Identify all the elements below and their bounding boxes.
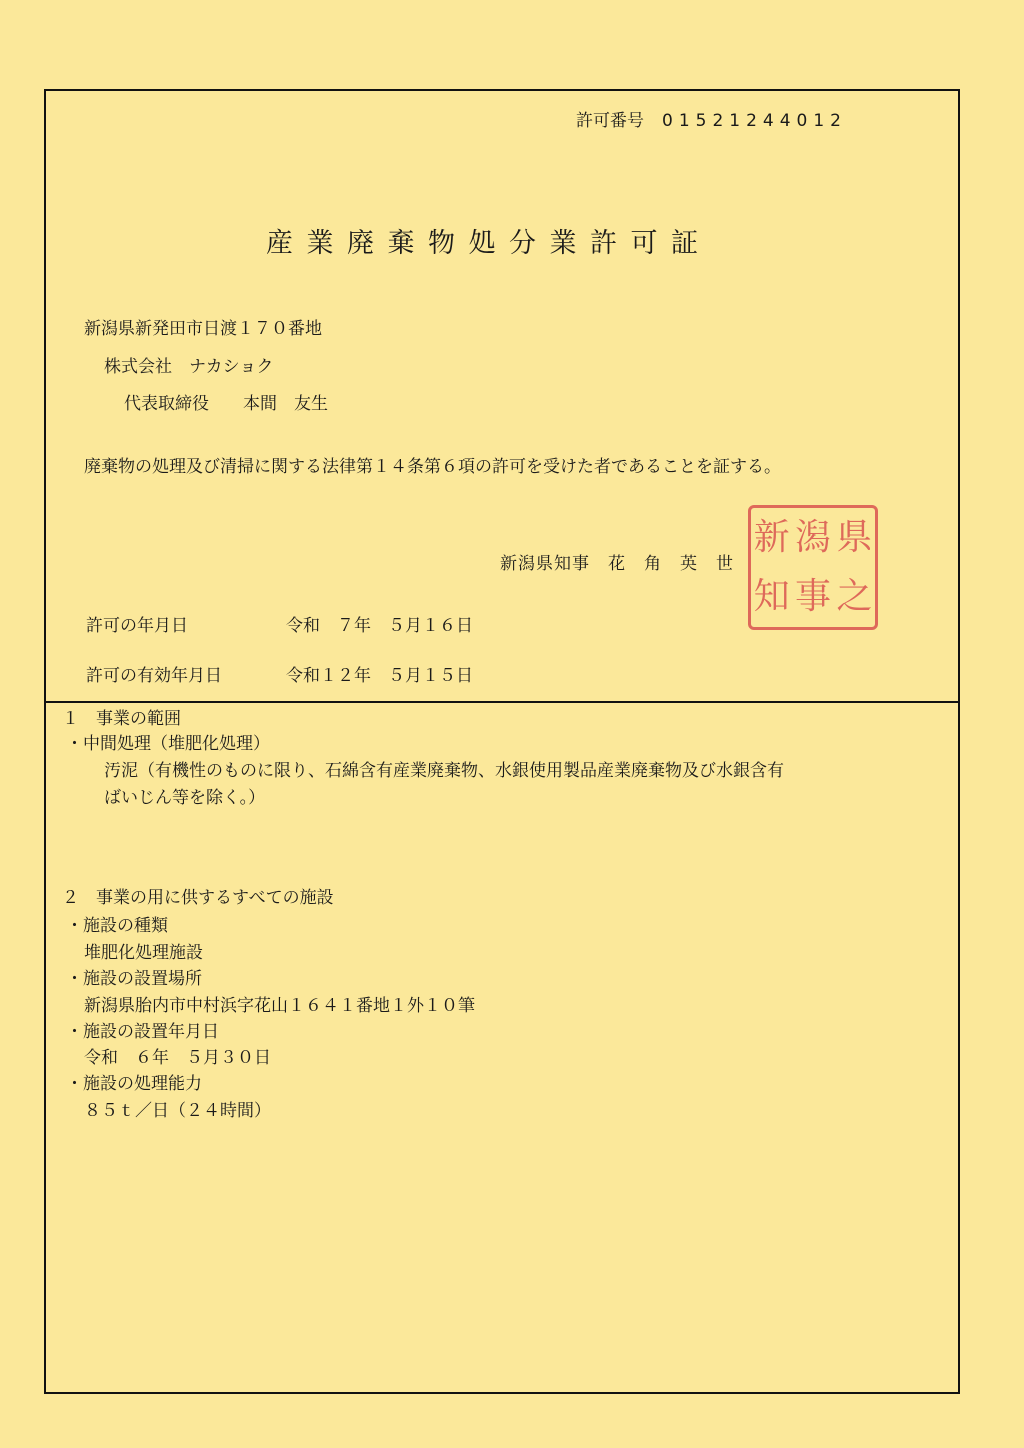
facility-capacity-value: ８５ｔ／日（２４時間） [84, 1101, 271, 1121]
permit-number-label: 許可番号 [576, 111, 644, 131]
facility-install-date-value: 令和 ６年 ５月３０日 [84, 1048, 271, 1068]
section1-detail-line2: ばいじん等を除く。） [104, 788, 266, 808]
seal-char: 之 [836, 576, 873, 618]
document-title: 産業廃棄物処分業許可証 [266, 228, 712, 259]
facility-type-label: ・施設の種類 [66, 916, 168, 936]
issue-date-value: 令和 ７年 ５月１６日 [286, 616, 473, 636]
official-seal [748, 505, 878, 630]
section2-heading: ２ 事業の用に供するすべての施設 [62, 888, 334, 908]
seal-char: 事 [794, 576, 831, 618]
section1-detail-line1: 汚泥（有機性のものに限り、石綿含有産業廃棄物、水銀使用製品産業廃棄物及び水銀含有 [104, 761, 784, 781]
section1-item: ・中間処理（堆肥化処理） [66, 734, 270, 754]
facility-location-value: 新潟県胎内市中村浜字花山１６４１番地１外１０筆 [84, 996, 475, 1016]
holder-representative: 代表取締役 本間 友生 [124, 394, 328, 414]
facility-location-label: ・施設の設置場所 [66, 969, 202, 989]
facility-install-date-label: ・施設の設置年月日 [66, 1022, 219, 1042]
permit-number [576, 110, 847, 132]
issue-date-label: 許可の年月日 [86, 616, 188, 636]
certification-statement: 廃棄物の処理及び清掃に関する法律第１４条第６項の許可を受けた者であることを証する。 [84, 457, 781, 477]
seal-char: 新 [753, 516, 790, 558]
section-divider [44, 701, 958, 703]
issuer-name: 新潟県知事 花 角 英 世 [500, 554, 734, 574]
section1-heading: １ 事業の範囲 [62, 709, 181, 729]
facility-type-value: 堆肥化処理施設 [84, 943, 203, 963]
facility-capacity-label: ・施設の処理能力 [66, 1074, 202, 1094]
holder-address: 新潟県新発田市日渡１７０番地 [84, 319, 322, 339]
expiry-date-value: 令和１２年 ５月１５日 [286, 666, 473, 686]
seal-char: 県 [836, 516, 873, 558]
expiry-date-label: 許可の有効年月日 [86, 666, 222, 686]
permit-number-value: 01521244012 [662, 111, 847, 131]
seal-char: 知 [753, 576, 790, 618]
holder-company: 株式会社 ナカショク [104, 357, 274, 377]
seal-char: 潟 [794, 516, 831, 558]
